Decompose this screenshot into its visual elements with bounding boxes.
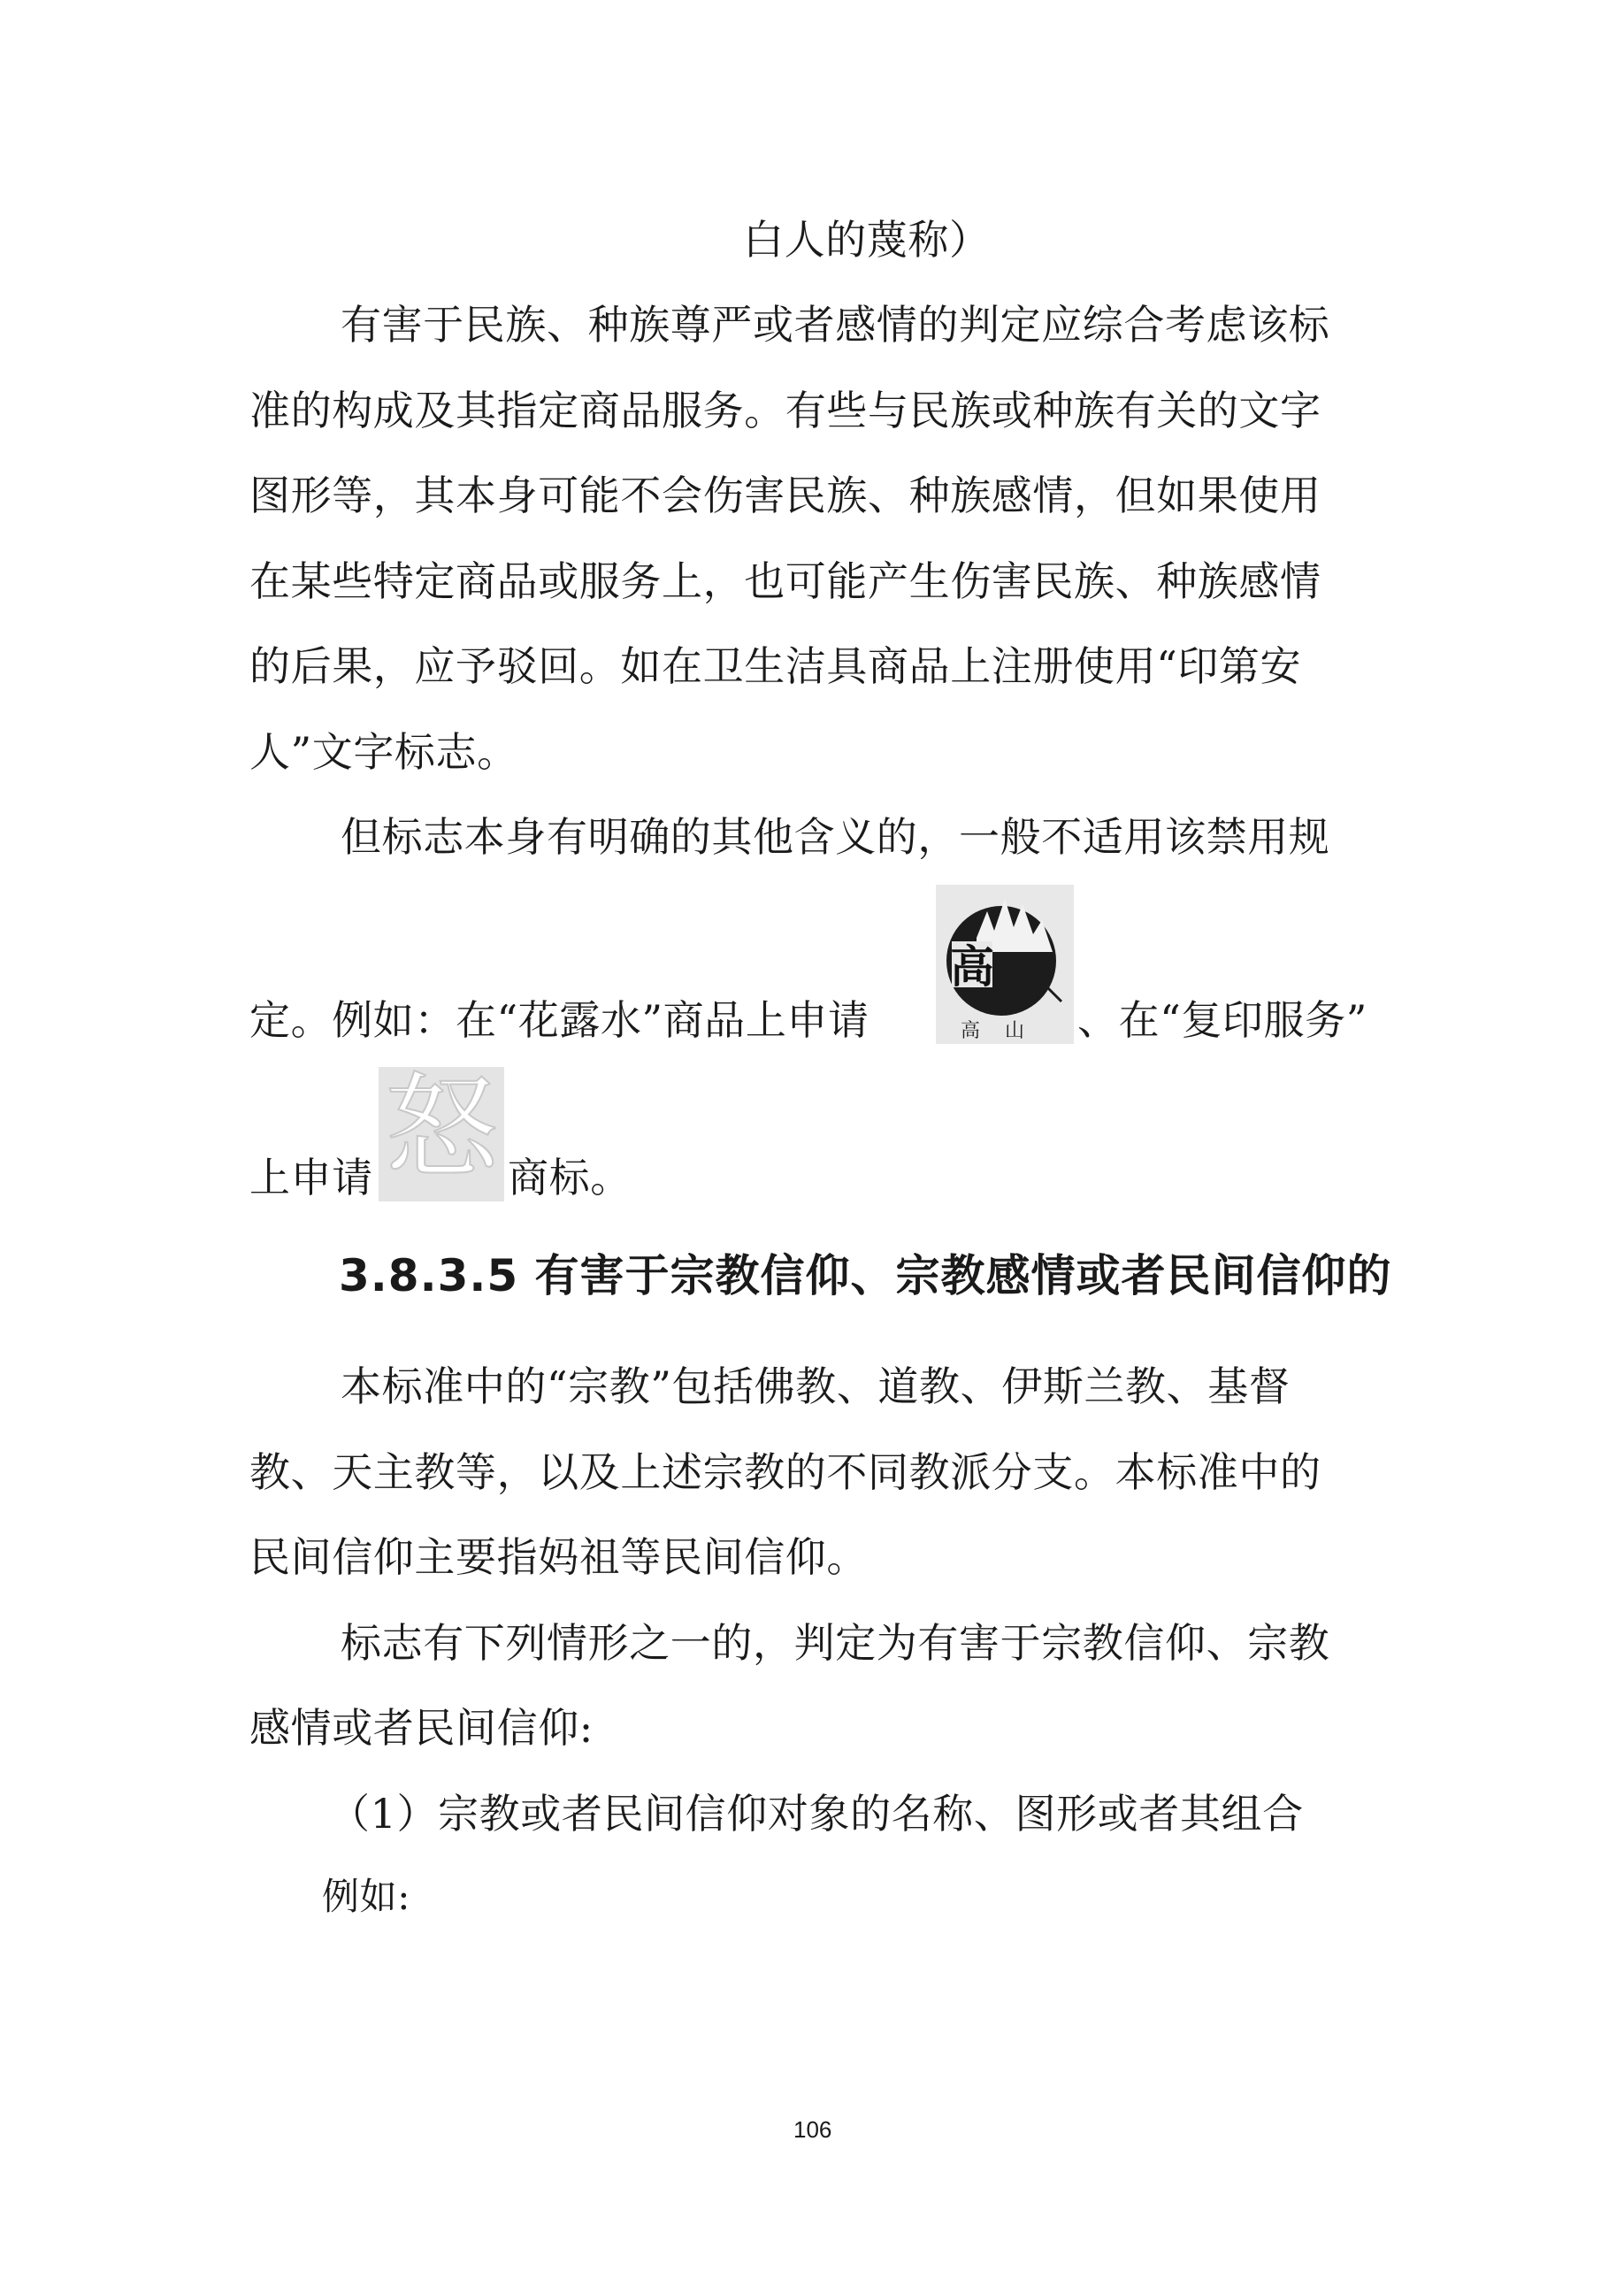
text-line-15: 感情或者民间信仰: xyxy=(249,1704,594,1752)
text-line-13: 民间信仰主要指妈祖等民间信仰。 xyxy=(249,1533,868,1581)
text-line-10a: 上申请 xyxy=(249,1154,373,1201)
text-line-6: 的后果，应予驳回。如在卫生洁具商品上注册使用“印第安 xyxy=(249,642,1302,690)
nu-logo-image xyxy=(379,1063,504,1201)
example-label: 例如: xyxy=(322,1875,410,1918)
list-item-1: （1）宗教或者民间信仰对象的名称、图形或者其组合 xyxy=(329,1790,1304,1838)
nu-logo-char: 怒 xyxy=(384,1063,498,1194)
text-line-11: 本标准中的“宗教”包括佛教、道教、伊斯兰教、基督 xyxy=(341,1362,1291,1410)
logo-caption: 高山 xyxy=(960,1020,1050,1042)
logo-big-char: 高 xyxy=(950,940,994,993)
gaoshan-logo-graphic xyxy=(936,885,1074,1044)
text-line-9b: 、在“复印服务” xyxy=(1077,996,1367,1044)
section-heading: 3.8.3.5 有害于宗教信仰、宗教感情或者民间信仰的 xyxy=(339,1250,1392,1301)
text-line-10b: 商标。 xyxy=(508,1154,632,1201)
text-line-3: 准的构成及其指定商品服务。有些与民族或种族有关的文字 xyxy=(249,387,1321,434)
text-line-1: 白人的蔑称） xyxy=(743,216,991,264)
text-line-5: 在某些特定商品或服务上，也可能产生伤害民族、种族感情 xyxy=(249,557,1321,605)
text-line-8: 但标志本身有明确的其他含义的，一般不适用该禁用规 xyxy=(341,813,1330,861)
text-line-2: 有害于民族、种族尊严或者感情的判定应综合考虑该标 xyxy=(341,301,1330,349)
gaoshan-logo-image xyxy=(936,885,1074,1044)
text-line-7: 人”文字标志。 xyxy=(249,728,518,776)
text-line-9a: 定。例如：在“花露水”商品上申请 xyxy=(249,996,869,1044)
text-line-14: 标志有下列情形之一的，判定为有害于宗教信仰、宗教 xyxy=(341,1619,1330,1667)
text-line-12: 教、天主教等，以及上述宗教的不同教派分支。本标准中的 xyxy=(249,1448,1321,1496)
page-number: 106 xyxy=(793,2116,832,2143)
text-line-4: 图形等，其本身可能不会伤害民族、种族感情，但如果使用 xyxy=(249,472,1321,519)
